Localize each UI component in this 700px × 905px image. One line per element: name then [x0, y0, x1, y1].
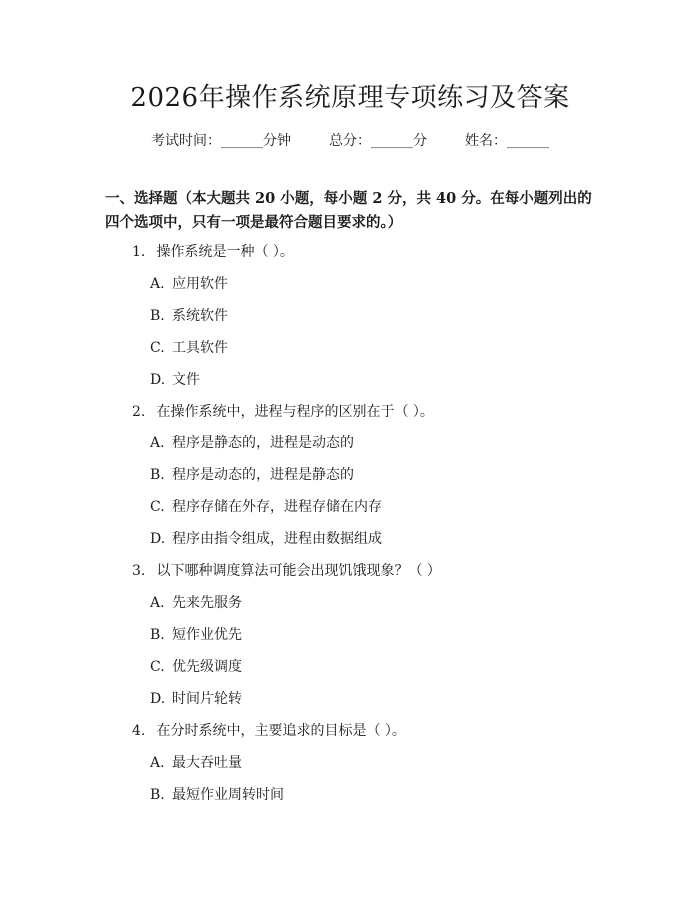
- option-key: B.: [150, 787, 165, 803]
- option-key: B.: [150, 467, 165, 483]
- option-4a: [150, 753, 242, 773]
- option-key: C.: [150, 340, 165, 356]
- option-1b: [150, 306, 228, 326]
- question-text: 操作系统是一种（ ）。: [156, 244, 294, 260]
- option-1a: [150, 274, 228, 294]
- option-text: 先来先服务: [172, 595, 242, 611]
- time-label: 考试时间：: [151, 133, 221, 149]
- exam-meta: [0, 131, 700, 151]
- question-3: [132, 561, 441, 581]
- option-key: A.: [150, 435, 165, 451]
- option-2b: [150, 465, 354, 485]
- score-blank: ______: [371, 133, 413, 149]
- section-heading: 一、选择题（本大题共 20 小题，每小题 2 分，共 40 分。在每小题列出的四个选项中，只有一项是最符合题目要求的。）: [105, 190, 592, 231]
- question-text: 以下哪种调度算法可能会出现饥饿现象？（ ）: [156, 563, 441, 579]
- option-1c: [150, 338, 228, 358]
- option-text: 程序是静态的，进程是动态的: [172, 435, 354, 451]
- name-field: [465, 131, 549, 151]
- score-unit: 分: [413, 133, 427, 149]
- option-2a: [150, 433, 354, 453]
- page-title: 2026年操作系统原理专项练习及答案: [130, 83, 570, 113]
- option-key: C.: [150, 499, 165, 515]
- option-text: 程序存储在外存，进程存储在内存: [172, 499, 382, 515]
- question-4: [132, 721, 406, 741]
- name-label: 姓名：: [465, 133, 507, 149]
- option-text: 程序由指令组成，进程由数据组成: [172, 531, 382, 547]
- option-text: 最大吞吐量: [172, 755, 242, 771]
- question-number: 1.: [132, 244, 146, 260]
- option-2c: [150, 497, 382, 517]
- option-key: D.: [150, 691, 166, 707]
- option-key: D.: [150, 531, 166, 547]
- option-3b: [150, 625, 242, 645]
- option-text: 系统软件: [172, 308, 228, 324]
- question-number: 2.: [132, 404, 146, 420]
- option-text: 应用软件: [172, 276, 228, 292]
- option-text: 时间片轮转: [172, 691, 242, 707]
- option-2d: [150, 529, 382, 549]
- time-blank: ______: [221, 133, 263, 149]
- option-3c: [150, 657, 242, 677]
- option-text: 程序是动态的，进程是静态的: [172, 467, 354, 483]
- question-2: [132, 402, 434, 422]
- score-label: 总分：: [329, 133, 371, 149]
- option-key: A.: [150, 276, 165, 292]
- question-text: 在分时系统中，主要追求的目标是（ ）。: [156, 723, 406, 739]
- option-key: B.: [150, 308, 165, 324]
- time-field: [151, 131, 291, 151]
- option-4b: [150, 785, 284, 805]
- option-text: 文件: [172, 372, 200, 388]
- question-1: [132, 242, 294, 262]
- option-3d: [150, 689, 242, 709]
- option-3a: [150, 593, 242, 613]
- option-1d: [150, 370, 200, 390]
- option-key: D.: [150, 372, 166, 388]
- option-key: B.: [150, 627, 165, 643]
- option-text: 工具软件: [172, 340, 228, 356]
- name-blank: ______: [507, 133, 549, 149]
- time-unit: 分钟: [263, 133, 291, 149]
- option-key: A.: [150, 595, 165, 611]
- option-key: A.: [150, 755, 165, 771]
- score-field: [329, 131, 427, 151]
- question-text: 在操作系统中，进程与程序的区别在于（ ）。: [156, 404, 434, 420]
- question-number: 3.: [132, 563, 146, 579]
- option-text: 最短作业周转时间: [172, 787, 284, 803]
- option-text: 短作业优先: [172, 627, 242, 643]
- option-key: C.: [150, 659, 165, 675]
- option-text: 优先级调度: [172, 659, 242, 675]
- question-number: 4.: [132, 723, 146, 739]
